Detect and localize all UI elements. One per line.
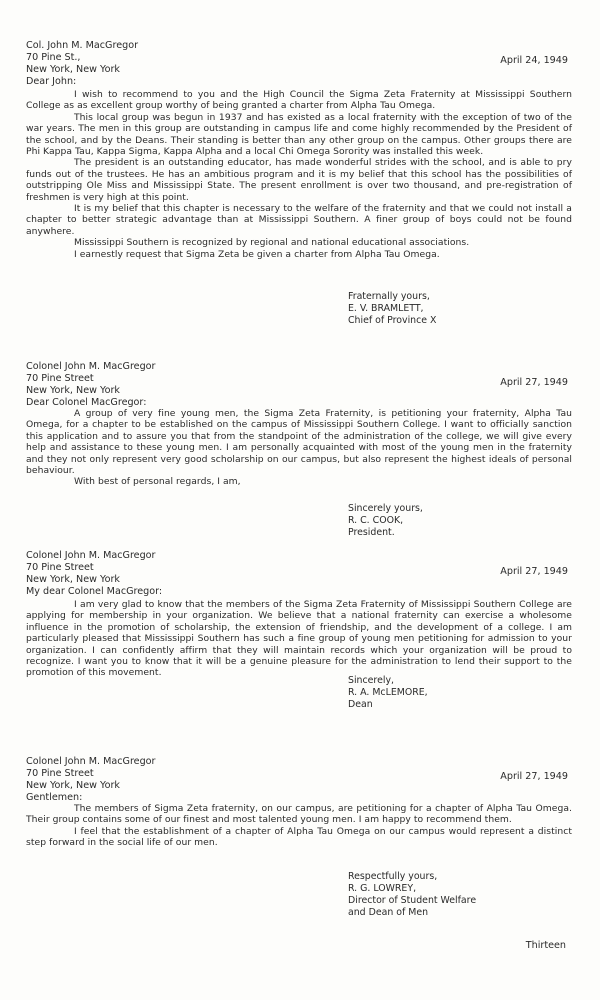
letter-date: April 27, 1949 (500, 566, 568, 577)
signer-name: R. C. COOK, (348, 515, 404, 526)
recipient-city: New York, New York (26, 64, 120, 75)
signature-block (348, 503, 423, 539)
page-number: Thirteen (525, 940, 566, 951)
paragraph: The president is an outstanding educator, has made wonderful strides with the school, and is able to pry funds out of the trustees. He has an ambitious program and it is my belief that this school has the possibilities of outstripping Ole Miss and Mississippi State. The present enrollment is over two thousand, and pre-registration of freshmen is very high at this point. (26, 157, 572, 203)
paragraph: This local group was begun in 1937 and has existed as a local fraternity with the exception of two of the war years. The men in this group are outstanding in campus life and come highly recommended by the President of the school, and by the Deans. Their standing is better than any other group on the campus. Other groups there are Phi Kappa Tau, Kappa Sigma, Kappa Alpha and a local Chi Omega Sorority was installed this week. (26, 111, 572, 158)
recipient-name: Col. John M. MacGregor (26, 40, 139, 51)
letter-address-block (26, 550, 162, 598)
recipient-name: Colonel John M. MacGregor (26, 361, 156, 372)
letter-body (26, 599, 572, 679)
salutation: Dear John: (26, 76, 77, 87)
recipient-street: 70 Pine Street (26, 768, 94, 779)
recipient-street: 70 Pine Street (26, 562, 94, 573)
letter-address-block (26, 40, 138, 88)
letter-body (26, 803, 572, 849)
letter-body (26, 89, 572, 260)
paragraph: I feel that the establishment of a chapter of Alpha Tau Omega on our campus would represent a distinct step forward in the social life of our men. (26, 825, 572, 849)
signature-block (348, 291, 436, 327)
letter-date: April 27, 1949 (500, 771, 568, 782)
signer-title-2: and Dean of Men (348, 907, 429, 918)
letter-date: April 27, 1949 (500, 377, 568, 388)
signer-title: Dean (348, 699, 373, 710)
signer-name: E. V. BRAMLETT, (348, 303, 424, 314)
letter-address-block (26, 756, 156, 804)
paragraph: With best of personal regards, I am, (74, 476, 241, 488)
signer-title: President. (348, 527, 395, 538)
letter-date: April 24, 1949 (500, 55, 568, 66)
recipient-city: New York, New York (26, 780, 120, 791)
closing: Sincerely yours, (348, 503, 423, 514)
paragraph: I wish to recommend to you and the High Council the Sigma Zeta Fraternity at Mississippi Southern College as as excellent group worthy of being granted a charter from Alpha Tau Omega. (26, 89, 572, 112)
recipient-city: New York, New York (26, 385, 120, 396)
signature-block (348, 675, 428, 711)
signer-title: Chief of Province X (348, 315, 437, 326)
closing: Fraternally yours, (348, 291, 430, 302)
paragraph: Mississippi Southern is recognized by regional and national educational associations. (74, 237, 470, 249)
salutation: Gentlemen: (26, 792, 83, 803)
recipient-street: 70 Pine Street (26, 373, 94, 384)
salutation: My dear Colonel MacGregor: (26, 586, 163, 597)
recipient-name: Colonel John M. MacGregor (26, 550, 156, 561)
recipient-name: Colonel John M. MacGregor (26, 756, 156, 767)
letter-body (26, 408, 572, 488)
paragraph: The members of Sigma Zeta fraternity, on our campus, are petitioning for a chapter of Alpha Tau Omega. Their group contains some of our finest and most talented young men. I am happy to recommend them. (26, 803, 572, 826)
paragraph: I am very glad to know that the members of the Sigma Zeta Fraternity of Mississippi Southern College are applying for membership in your organization. We believe that a national fraternity can exercise a wholesome influence in the promotion of scholarship, the extension of friendship, and the development of a college. I am particularly pleased that Mississippi Southern has such a fine group of young men petitioning for admission to your organization. I can confidently affirm that they will maintain records which your organization will be proud to recognize. I want you to know that it will be a genuine pleasure for the administration to lend their support to the promotion of this movement. (26, 599, 572, 679)
signer-title: Director of Student Welfare (348, 895, 477, 906)
closing: Sincerely, (348, 675, 394, 686)
paragraph: A group of very fine young men, the Sigma Zeta Fraternity, is petitioning your fraternity, Alpha Tau Omega, for a chapter to be established on the campus of Mississippi Southern College. I want to officially sanction this application and to assure you that from the standpoint of the administration of the college, we will give every help and assistance to these young men. I am personally acquainted with most of the young men in the fraternity and they not only represent very good scholarship on our campus, but also represent the highest ideals of personal behaviour. (26, 408, 572, 477)
signer-name: R. A. McLEMORE, (348, 687, 428, 698)
recipient-street: 70 Pine St., (26, 52, 81, 63)
signer-name: R. G. LOWREY, (348, 883, 417, 894)
paragraph: I earnestly request that Sigma Zeta be given a charter from Alpha Tau Omega. (74, 248, 440, 260)
signature-block (348, 871, 476, 919)
recipient-city: New York, New York (26, 574, 120, 585)
salutation: Dear Colonel MacGregor: (26, 397, 147, 408)
paragraph: It is my belief that this chapter is necessary to the welfare of the fraternity and that we could not install a chapter to better strategic advantage than at Mississippi Southern. A finer group of boys could not be found anywhere. (26, 203, 572, 237)
closing: Respectfully yours, (348, 871, 438, 882)
letter-address-block (26, 361, 156, 409)
